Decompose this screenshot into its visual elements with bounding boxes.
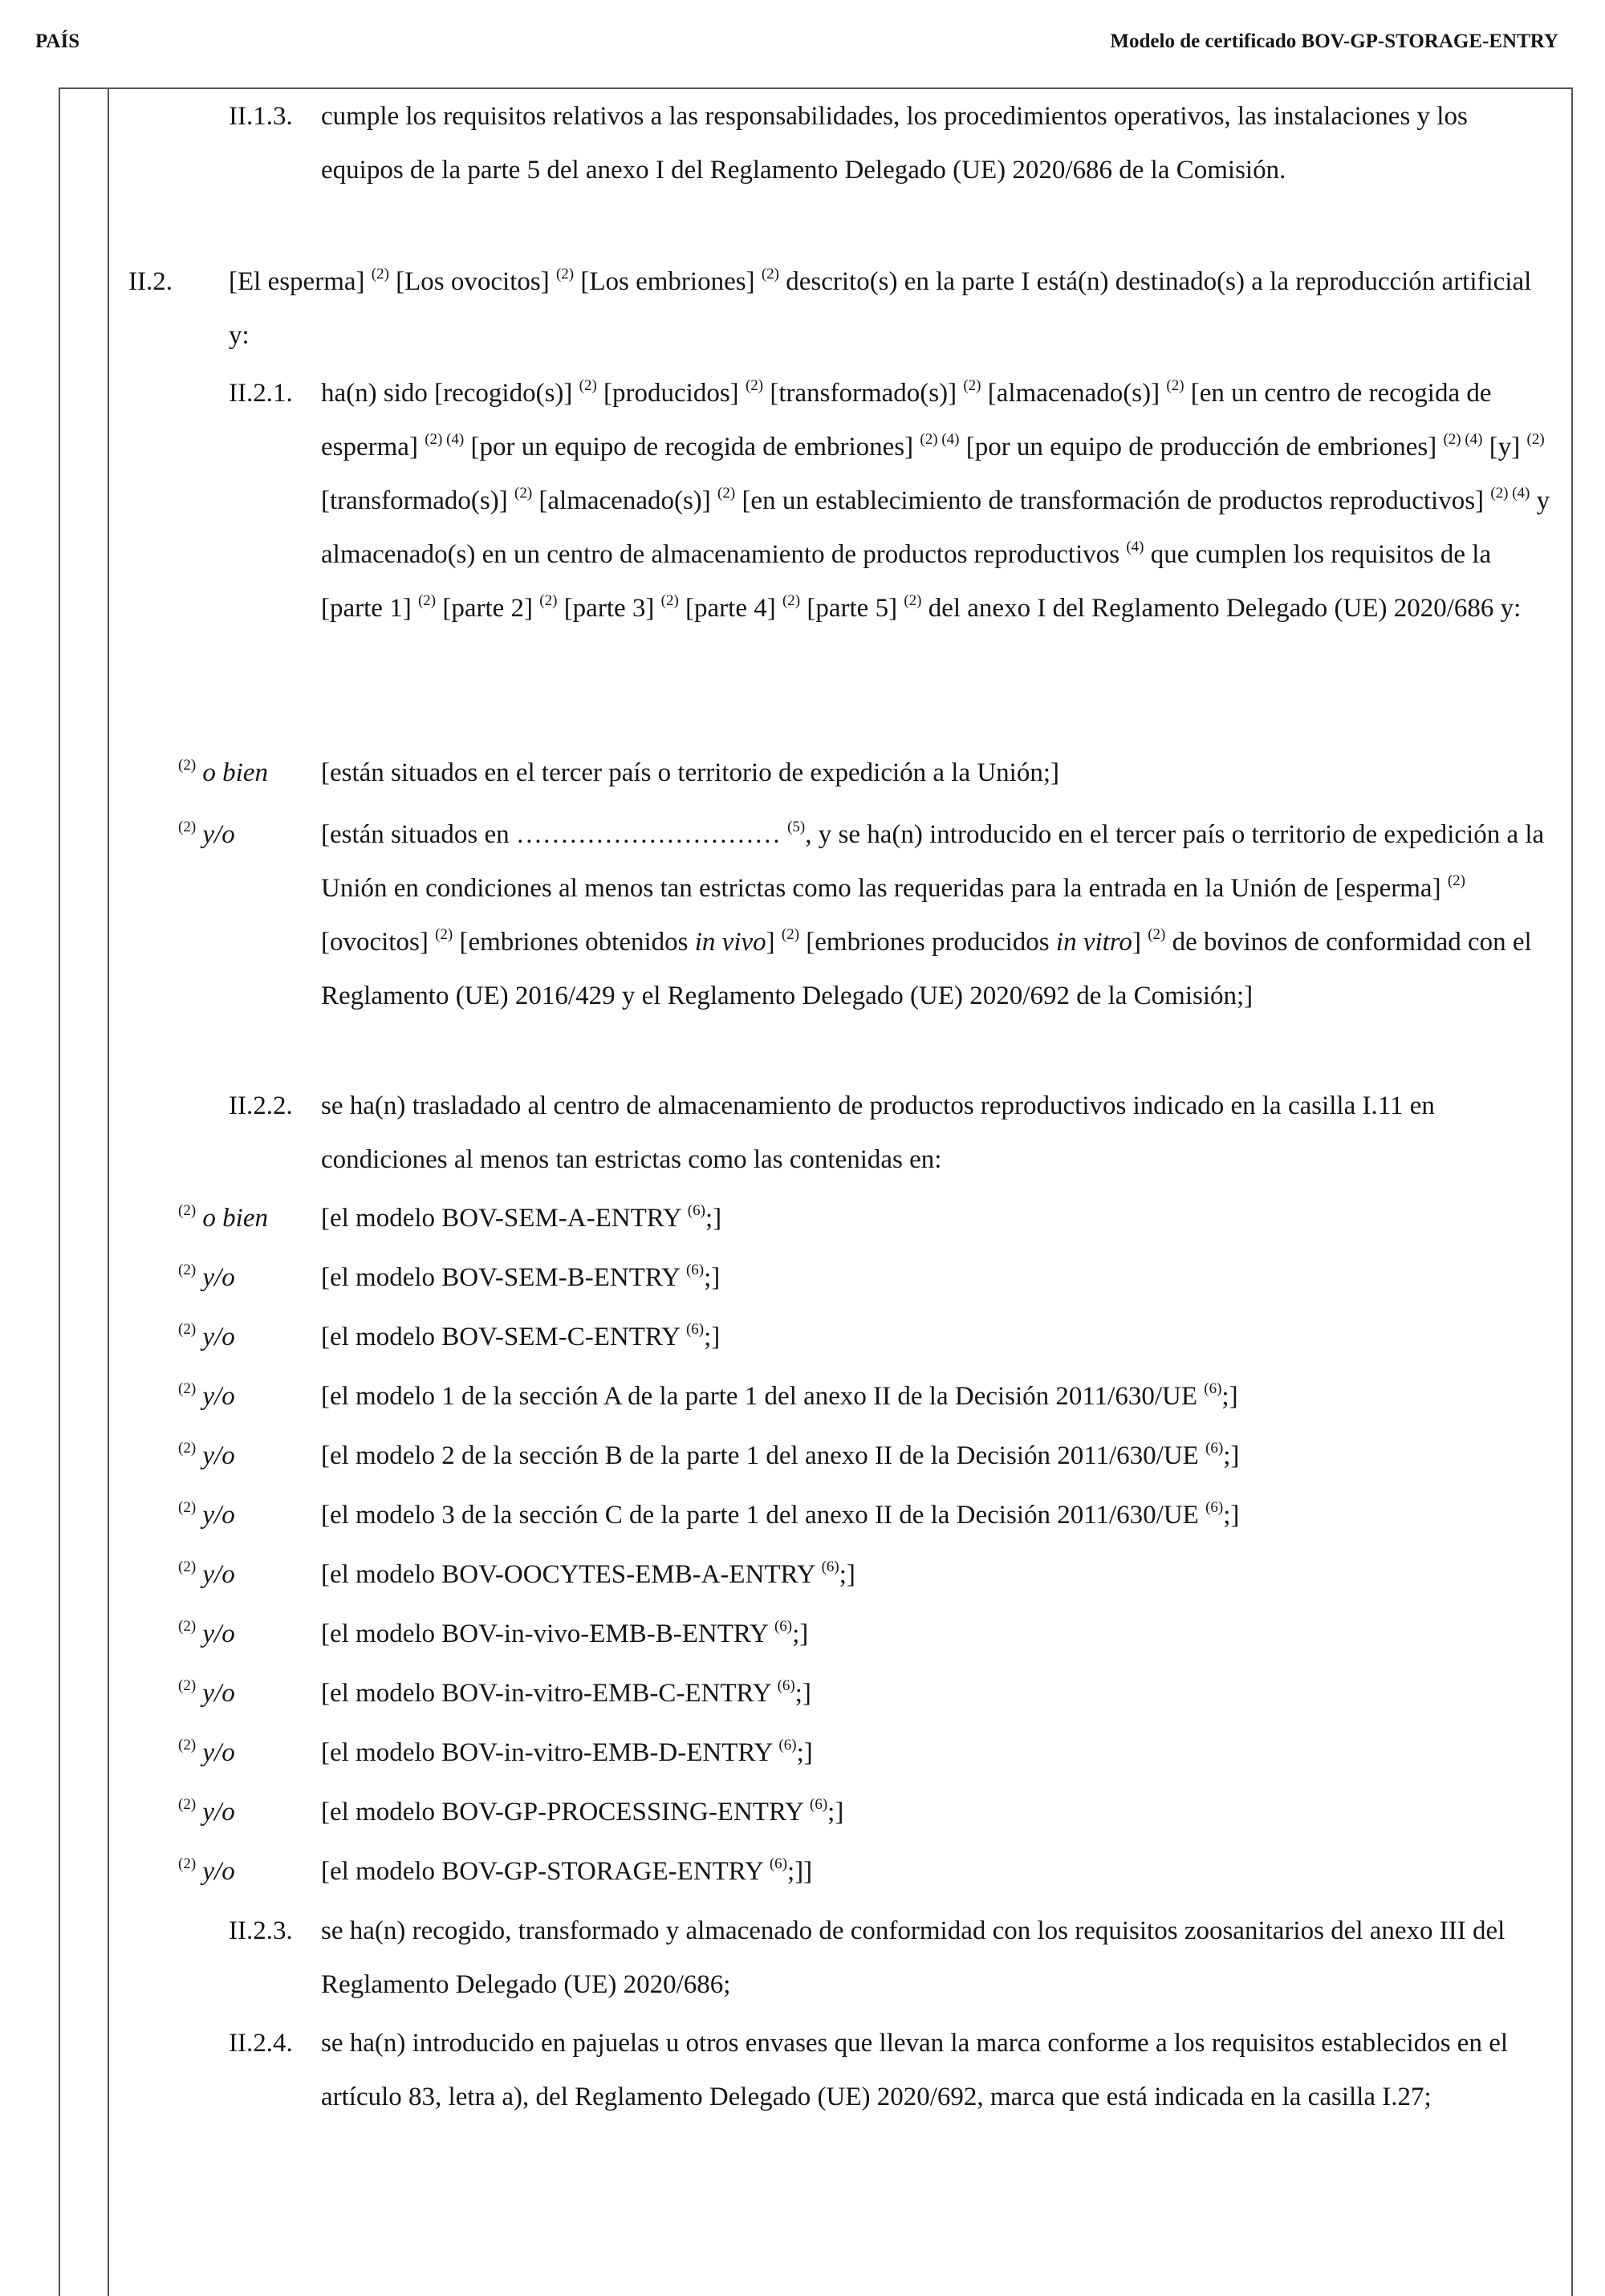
condition-text: y/o [202,1619,235,1648]
condition-text: y/o [202,1441,235,1470]
left-border-line [59,87,60,2296]
condition-marker: $^{(2)}$ o bien [178,1202,268,1233]
right-border-line [1571,87,1573,2296]
section-text: [el modelo BOV-in-vitro-EMB-C-ENTRY $^{(6)}$;] [321,1677,811,1708]
condition-marker: $^{(2)}$ y/o [178,819,235,849]
condition-text: y/o [202,1382,235,1411]
condition-marker: $^{(2)}$ y/o [178,1618,235,1648]
condition-marker: $^{(2)}$ y/o [178,1677,235,1708]
condition-text: y/o [202,1798,235,1827]
section-text: [el modelo BOV-SEM-A-ENTRY $^{(6)}$;] [321,1202,722,1233]
section-text: [el modelo BOV-SEM-C-ENTRY $^{(6)}$;] [321,1321,721,1351]
section-number: II.1.3. [229,102,293,131]
condition-marker: $^{(2)}$ y/o [178,1380,235,1411]
condition-text: y/o [202,1738,235,1767]
section-text: se ha(n) recogido, transformado y almacenado de conformidad con los requisitos zoosanitarios del anexo III del Reglamento Delegado (UE) 2020/686; [321,1916,1505,1999]
section-text: [el modelo BOV-in-vivo-EMB-B-ENTRY $^{(6)}$;] [321,1618,809,1648]
header-model: Modelo de certificado BOV-GP-STORAGE-ENTRY [1110,30,1558,52]
section-text: [el modelo BOV-GP-STORAGE-ENTRY $^{(6)}$;]] [321,1855,813,1886]
condition-text: o bien [202,758,268,787]
condition-text: y/o [202,1679,235,1708]
section-text: [el modelo BOV-GP-PROCESSING-ENTRY $^{(6)}$;] [321,1796,844,1827]
section-text: [están situados en el tercer país o territorio de expedición a la Unión;] [321,758,1060,787]
top-rule [59,87,1573,89]
section-text: cumple los requisitos relativos a las responsabilidades, los procedimientos operativos, las instalaciones y los equipos de la parte 5 del anexo I del Reglamento Delegado (UE) 2020/686 de la Comisión. [321,102,1468,185]
condition-marker: $^{(2)}$ y/o [178,1321,235,1351]
condition-text: y/o [202,1323,235,1351]
condition-text: y/o [202,820,235,849]
condition-text: o bien [202,1204,268,1233]
condition-marker: $^{(2)}$ o bien [178,757,268,787]
condition-marker: $^{(2)}$ y/o [178,1796,235,1827]
condition-text: y/o [202,1560,235,1589]
condition-marker: $^{(2)}$ y/o [178,1737,235,1767]
section-text: [están situados en ………………………… $^{(5)}$, y se ha(n) introducido en el tercer país o territorio de expedición a la Unión en condiciones al menos tan estrictas como las requeridas para la entrada en la Unión de [esperma] $^{(2)}$ [ovocitos] $^{(2)}$ [embriones obtenidos in vivo] $^{(2)}$ [embriones producidos in vitro] $^{(2)}$ de bovinos de conformidad con el Reglamento (UE) 2016/429 y el Reglamento Delegado (UE) 2020/692 de la Comisión;] [321,819,1545,1010]
condition-text: y/o [202,1263,235,1292]
section-number: II.2.1. [229,379,293,408]
section-text: se ha(n) trasladado al centro de almacenamiento de productos reproductivos indicado en la casilla I.11 en condiciones al menos tan estrictas como las contenidas en: [321,1091,1435,1174]
section-text: [el modelo BOV-SEM-B-ENTRY $^{(6)}$;] [321,1262,721,1292]
section-number: II.2.3. [229,1916,293,1945]
condition-text: y/o [202,1857,235,1886]
section-text: [El esperma] $^{(2)}$ [Los ovocitos] $^{(2)}$ [Los embriones] $^{(2)}$ descrito(s) en la parte I está(n) destinado(s) a la reproducción artificial y: [229,266,1532,350]
section-number: II.2. [128,267,173,296]
condition-marker: $^{(2)}$ y/o [178,1440,235,1470]
condition-marker: $^{(2)}$ y/o [178,1855,235,1886]
inner-border-line [108,87,109,2296]
section-text: [el modelo 2 de la sección B de la parte 1 del anexo II de la Decisión 2011/630/UE $^{(6)}$;] [321,1440,1240,1470]
section-number: II.2.4. [229,2029,293,2058]
section-text: [el modelo BOV-in-vitro-EMB-D-ENTRY $^{(6)}$;] [321,1737,813,1767]
condition-marker: $^{(2)}$ y/o [178,1262,235,1292]
section-text: [el modelo 1 de la sección A de la parte 1 del anexo II de la Decisión 2011/630/UE $^{(6)}$;] [321,1380,1238,1411]
section-text: [el modelo 3 de la sección C de la parte 1 del anexo II de la Decisión 2011/630/UE $^{(6)}$;] [321,1499,1240,1530]
condition-marker: $^{(2)}$ y/o [178,1558,235,1589]
header-country: PAÍS [35,30,80,52]
condition-marker: $^{(2)}$ y/o [178,1499,235,1530]
condition-text: y/o [202,1501,235,1530]
section-number: II.2.2. [229,1091,293,1120]
section-text: ha(n) sido [recogido(s)] $^{(2)}$ [producidos] $^{(2)}$ [transformado(s)] $^{(2)}$ [almacenado(s)] $^{(2)}$ [en un centro de recogida de esperma] $^{(2) (4)}$ [por un equipo de recogida de embriones] $^{(2) (4)}$ [por un equipo de producción de embriones] $^{(2) (4)}$ [y] $^{(2)}$ [transformado(s)] $^{(2)}$ [almacenado(s)] $^{(2)}$ [en un establecimiento de transformación de productos reproductivos] $^{(2) (4)}$ y almacenado(s) en un centro de almacenamiento de productos reproductivos $^{(4)}$ que cumplen los requisitos de la [parte 1] $^{(2)}$ [parte 2] $^{(2)}$ [parte 3] $^{(2)}$ [parte 4] $^{(2)}$ [parte 5] $^{(2)}$ del anexo I del Reglamento Delegado (UE) 2020/686 y: [321,377,1550,623]
section-text: se ha(n) introducido en pajuelas u otros envases que llevan la marca conforme a los requisitos establecidos en el artículo 83, letra a), del Reglamento Delegado (UE) 2020/692, marca que está indicada en la casilla I.27; [321,2029,1509,2111]
section-text: [el modelo BOV-OOCYTES-EMB-A-ENTRY $^{(6)}$;] [321,1558,855,1589]
